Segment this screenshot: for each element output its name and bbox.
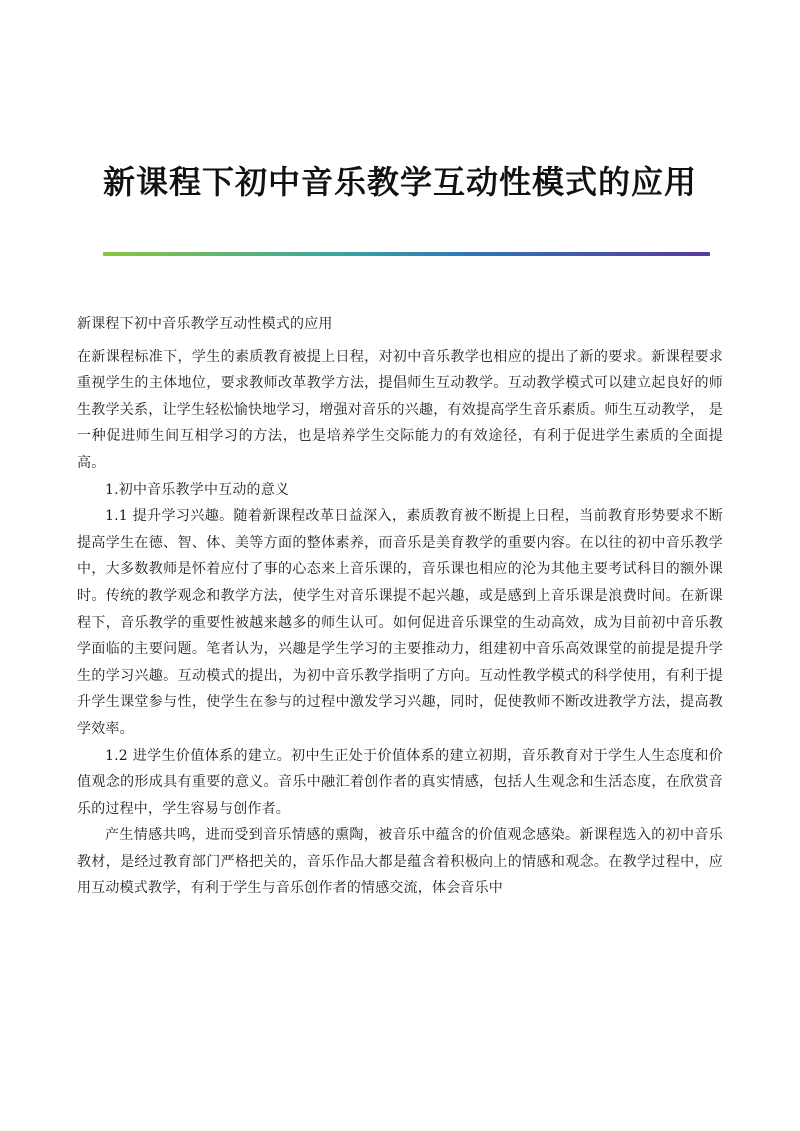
paragraph-1-2: 1.2 进学生价值体系的建立。初中生正处于价值体系的建立初期，音乐教育对于学生人生态度和价值观念的形成具有重要的意义。音乐中融汇着创作者的真实情感，包括人生观念和生活态度，在欣赏音乐的过程中，学生容易与创作者。 <box>77 747 723 817</box>
paragraph-subtitle: 新课程下初中音乐教学互动性模式的应用 <box>77 316 333 332</box>
paragraph-intro: 在新课程标准下，学生的素质教育被提上日程，对初中音乐教学也相应的提出了新的要求。新课程要求重视学生的主体地位，要求教师改革教学方法，提倡师生互动教学。互动教学模式可以建立起良好的师生教学关系，让学生轻松愉快地学习，增强对音乐的兴趣，有效提高学生音乐素质。师生互动教学， 是一种促进师生间互相学习的方法，也是培养学生交际能力的有效途径，有利于促进学生素质的全面提高。 <box>77 348 723 471</box>
paragraph-1-1: 1.1 提升学习兴趣。随着新课程改革日益深入，素质教育被不断提上日程，当前教育形势要求不断提高学生在德、智、体、美等方面的整体素养，而音乐是美育教学的重要内容。在以往的初中音乐教学中，大多数教师是怀着应付了事的心态来上音乐课的，音乐课也相应的沦为其他主要考试科目的额外课时。传统的教学观念和教学方法，使学生对音乐课提不起兴趣，或是感到上音乐课是浪费时间。在新课程下，音乐教学的重要性被越来越多的师生认可。如何促进音乐课堂的生动高效，成为目前初中音乐教学面临的主要问题。笔者认为，兴趣是学生学习的主要推动力，组建初中音乐高效课堂的前提是提升学生的学习兴趣。互动模式的提出，为初中音乐教学指明了方向。互动性教学模式的科学使用，有利于提升学生课堂参与性，使学生在参与的过程中激发学习兴趣，同时，促使教师不断改进教学方法，提高教学效率。 <box>77 508 723 737</box>
section-heading: 1.初中音乐教学中互动的意义 <box>105 481 290 498</box>
title-gradient-divider <box>103 252 710 256</box>
document-body <box>77 311 723 902</box>
paragraph-continuation: 产生情感共鸣，进而受到音乐情感的熏陶，被音乐中蕴含的价值观念感染。新课程选入的初中音乐教材，是经过教育部门严格把关的，音乐作品大都是蕴含着积极向上的情感和观念。在教学过程中，应用互动模式教学，有利于学生与音乐创作者的情感交流，体会音乐中 <box>77 827 723 897</box>
document-title: 新课程下初中音乐教学互动性模式的应用 <box>102 163 697 201</box>
